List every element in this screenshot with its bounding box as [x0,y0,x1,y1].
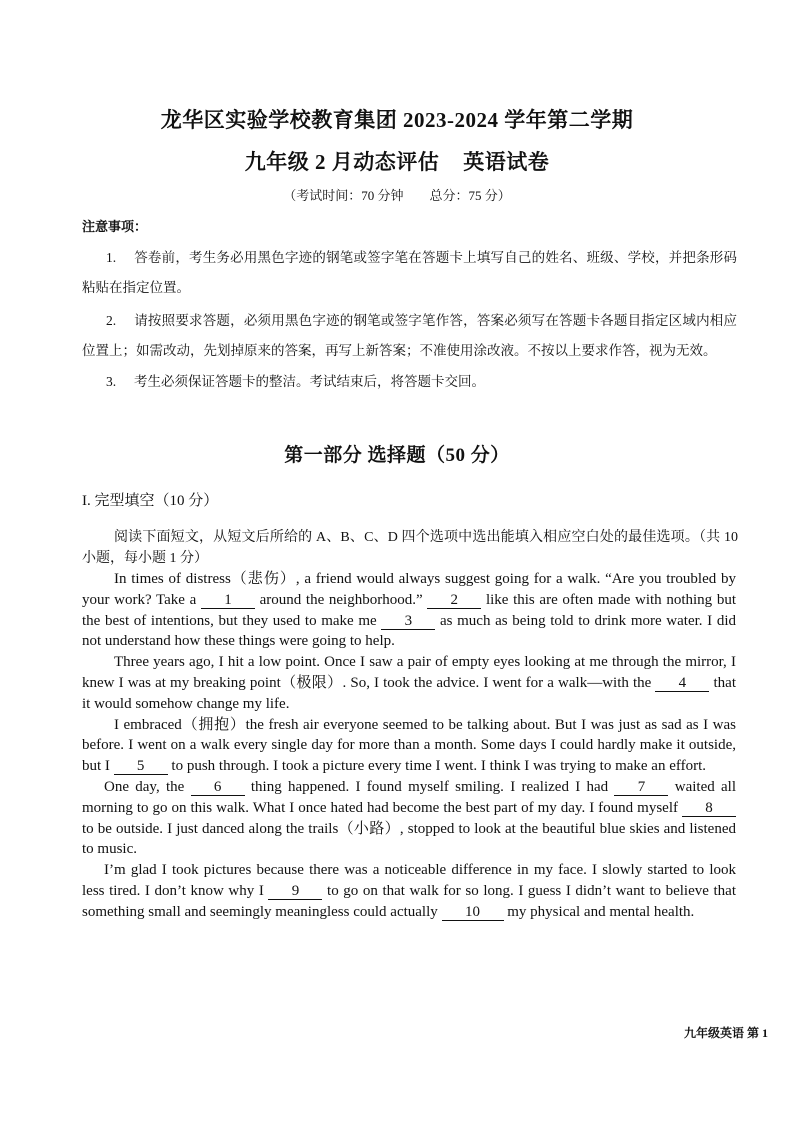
passage-paragraph [82,860,736,922]
passage-text: One day, the [104,778,191,795]
note-item [82,243,737,303]
note-text: 请按照要求答题，必须用黑色字迹的钢笔或签字笔作答，答案必须写在答题卡各题目指定区域内相应位置上；如需改动，先划掉原来的答案，再写上新答案；不准使用涂改液。不按以上要求作答，视为无效。 [82,313,737,358]
passage-text: In times of distress（悲伤）, a friend would always suggest going for a walk. “Are you troubled by your work? Take a [82,571,736,608]
answer-blank[interactable]: 7 [614,779,668,796]
exam-info [0,185,794,204]
answer-blank[interactable]: 5 [114,758,168,775]
section-heading: 第一部分 选择题（50 分） [284,445,510,466]
passage-text: my physical and mental health. [503,903,695,920]
answer-blank[interactable]: 2 [427,592,481,609]
passage-paragraph [82,569,736,652]
answer-blank[interactable]: 10 [442,904,504,921]
note-item [82,367,737,397]
passage-text: thing happened. I found myself smiling. I realized I had [244,778,615,795]
answer-blank[interactable]: 3 [381,613,435,630]
instructions: 阅读下面短文，从短文后所给的 A、B、C、D 四个选项中选出能填入相应空白处的最佳选项。（共 10 小题，每小题 1 分） [82,530,738,566]
passage-paragraph [82,652,736,714]
part-heading: I. 完型填空（10 分） [82,493,219,509]
cloze-passage [82,569,736,923]
exam-title: 龙华区实验学校教育集团 2023-2024 学年第二学期 [160,108,634,132]
note-text: 考生必须保证答题卡的整洁。考试结束后，将答题卡交回。 [134,374,485,389]
note-item [82,306,737,366]
passage-text: I’m glad I took pictures because there was a noticeable difference in my face. I slowly started to look less tired. I don’t know why I [82,862,736,899]
passage-text: I embraced（拥抱）the fresh air everyone seemed to be talking about. But I was just as sad as I was before. I went on a walk every single day for more than a month. Some days I could hardly make it outside, but I [82,716,736,775]
answer-blank[interactable]: 4 [655,675,709,692]
total-score: 总分：75 分） [429,188,511,203]
passage-text: to be outside. I just danced along the trails（小路）, stopped to look at the beautiful blue skies and listened to music. [82,820,736,858]
passage-text: to push through. I took a picture every time I went. I think I was trying to make an effort. [167,758,707,775]
answer-blank[interactable]: 1 [201,592,255,609]
passage-paragraph [82,777,736,860]
passage-text: around the neighborhood.” [254,591,428,608]
passage-text: Three years ago, I hit a low point. Once I saw a pair of empty eyes looking at me through the mirror, I knew I was at my breaking point（极限）. So, I took the advice. I went for a walk—with the [82,654,736,691]
passage-text: as much as being told to drink more water. I did not understand how these things were going to help. [82,612,736,650]
exam-subtitle-right: 英语试卷 [463,150,550,174]
note-text: 答卷前，考生务必用黑色字迹的钢笔或签字笔在答题卡上填写自己的姓名、班级、学校，并把条形码粘贴在指定位置。 [82,250,737,295]
exam-subtitle [0,146,794,176]
exam-time: （考试时间：70 分钟 [283,188,404,203]
passage-text: that it would somehow change my life. [82,674,737,712]
answer-blank[interactable]: 6 [191,779,245,796]
passage-text: to go on that walk for so long. I guess I didn’t want to believe that something small and seemingly meaningless could actually [82,882,736,920]
note-number: 2. [106,313,117,328]
answer-blank[interactable]: 9 [268,883,322,900]
passage-text: like this are often made with nothing but the best of intentions, but they used to make me [82,591,736,629]
note-number: 3. [106,374,117,389]
passage-paragraph [82,715,736,777]
exam-subtitle-left: 九年级 2 月动态评估 [244,150,440,174]
passage-text: waited all morning to go on this walk. What I once hated had become the best part of my day. I found myself [82,778,737,816]
page-footer: 九年级英语 第 1 [683,1026,768,1040]
notes-heading: 注意事项： [82,219,148,234]
answer-blank[interactable]: 8 [682,800,736,817]
note-number: 1. [106,250,117,265]
